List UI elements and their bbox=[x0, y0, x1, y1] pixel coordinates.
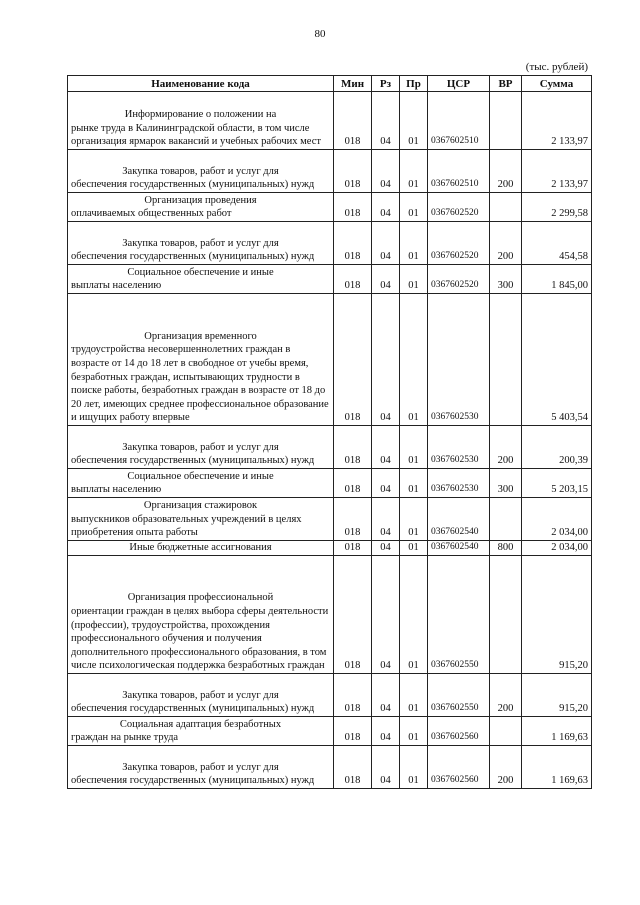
row-name: Закупка товаров, работ и услуг для обеспечения государственных (муниципальных) нужд bbox=[68, 222, 334, 265]
row-sum: 915,20 bbox=[522, 556, 592, 674]
row-csr: 0367602510 bbox=[428, 150, 490, 193]
row-rz: 04 bbox=[372, 717, 400, 746]
row-pr: 01 bbox=[400, 193, 428, 222]
row-vr: 200 bbox=[490, 150, 522, 193]
row-sum: 5 203,15 bbox=[522, 469, 592, 498]
row-name: Социальное обеспечение и иные выплаты населению bbox=[68, 265, 334, 294]
row-sum: 2 299,58 bbox=[522, 193, 592, 222]
row-rz: 04 bbox=[372, 746, 400, 789]
row-vr bbox=[490, 556, 522, 674]
row-pr: 01 bbox=[400, 150, 428, 193]
row-vr: 200 bbox=[490, 222, 522, 265]
row-csr: 0367602530 bbox=[428, 294, 490, 426]
row-rz: 04 bbox=[372, 426, 400, 469]
row-min: 018 bbox=[334, 556, 372, 674]
row-rz: 04 bbox=[372, 92, 400, 150]
row-csr: 0367602530 bbox=[428, 469, 490, 498]
row-pr: 01 bbox=[400, 426, 428, 469]
table-row bbox=[68, 193, 592, 222]
row-csr: 0367602560 bbox=[428, 746, 490, 789]
row-sum: 915,20 bbox=[522, 674, 592, 717]
table-row bbox=[68, 746, 592, 789]
row-pr: 01 bbox=[400, 469, 428, 498]
row-rz: 04 bbox=[372, 556, 400, 674]
row-name: Закупка товаров, работ и услуг для обеспечения государственных (муниципальных) нужд bbox=[68, 674, 334, 717]
row-min: 018 bbox=[334, 294, 372, 426]
header-vr: ВР bbox=[490, 76, 522, 92]
page-number: 80 bbox=[314, 28, 326, 40]
table-row bbox=[68, 556, 592, 674]
row-min: 018 bbox=[334, 469, 372, 498]
units-label: (тыс. рублей) bbox=[525, 61, 588, 73]
row-csr: 0367602540 bbox=[428, 541, 490, 556]
row-sum: 200,39 bbox=[522, 426, 592, 469]
row-vr bbox=[490, 717, 522, 746]
row-csr: 0367602520 bbox=[428, 265, 490, 294]
header-name: Наименование кода bbox=[68, 76, 334, 92]
row-name: Закупка товаров, работ и услуг для обеспечения государственных (муниципальных) нужд bbox=[68, 746, 334, 789]
row-vr: 800 bbox=[490, 541, 522, 556]
row-sum: 1 845,00 bbox=[522, 265, 592, 294]
row-csr: 0367602510 bbox=[428, 92, 490, 150]
row-csr: 0367602520 bbox=[428, 193, 490, 222]
row-sum: 1 169,63 bbox=[522, 746, 592, 789]
row-name: Организация временного трудоустройства несовершеннолетних граждан в возрасте от 14 до 18 лет в свободное от учебы время, безработных граждан, испытывающих трудности в поиске работы, безработных граждан в возрасте от 18 до 20 лет, имеющих среднее профессиональное образование и ищущих работу впервые bbox=[68, 294, 334, 426]
budget-table bbox=[67, 75, 592, 789]
table-row bbox=[68, 222, 592, 265]
header-csr: ЦСР bbox=[428, 76, 490, 92]
row-min: 018 bbox=[334, 498, 372, 541]
row-csr: 0367602520 bbox=[428, 222, 490, 265]
row-name: Организация проведения оплачиваемых общественных работ bbox=[68, 193, 334, 222]
row-name: Организация стажировок выпускников образовательных учреждений в целях приобретения опыта работы bbox=[68, 498, 334, 541]
row-name: Иные бюджетные ассигнования bbox=[68, 541, 334, 556]
row-rz: 04 bbox=[372, 222, 400, 265]
row-pr: 01 bbox=[400, 265, 428, 294]
row-vr: 200 bbox=[490, 674, 522, 717]
table-row bbox=[68, 498, 592, 541]
row-min: 018 bbox=[334, 541, 372, 556]
row-min: 018 bbox=[334, 746, 372, 789]
row-min: 018 bbox=[334, 426, 372, 469]
table-row bbox=[68, 426, 592, 469]
header-sum: Сумма bbox=[522, 76, 592, 92]
row-pr: 01 bbox=[400, 746, 428, 789]
row-sum: 5 403,54 bbox=[522, 294, 592, 426]
header-pr: Пр bbox=[400, 76, 428, 92]
row-csr: 0367602530 bbox=[428, 426, 490, 469]
row-pr: 01 bbox=[400, 222, 428, 265]
row-vr bbox=[490, 498, 522, 541]
row-name: Информирование о положении на рынке труда в Калининградской области, в том числе организация ярмарок вакансий и учебных рабочих мест bbox=[68, 92, 334, 150]
header-rz: Рз bbox=[372, 76, 400, 92]
row-pr: 01 bbox=[400, 498, 428, 541]
table-row bbox=[68, 674, 592, 717]
row-pr: 01 bbox=[400, 541, 428, 556]
row-sum: 454,58 bbox=[522, 222, 592, 265]
row-sum: 2 133,97 bbox=[522, 150, 592, 193]
row-csr: 0367602560 bbox=[428, 717, 490, 746]
row-name: Закупка товаров, работ и услуг для обеспечения государственных (муниципальных) нужд bbox=[68, 150, 334, 193]
row-csr: 0367602550 bbox=[428, 674, 490, 717]
table-row bbox=[68, 92, 592, 150]
row-rz: 04 bbox=[372, 193, 400, 222]
row-name: Закупка товаров, работ и услуг для обеспечения государственных (муниципальных) нужд bbox=[68, 426, 334, 469]
row-min: 018 bbox=[334, 193, 372, 222]
row-vr bbox=[490, 193, 522, 222]
row-sum: 1 169,63 bbox=[522, 717, 592, 746]
row-rz: 04 bbox=[372, 469, 400, 498]
row-pr: 01 bbox=[400, 717, 428, 746]
row-min: 018 bbox=[334, 265, 372, 294]
row-vr: 300 bbox=[490, 265, 522, 294]
row-min: 018 bbox=[334, 674, 372, 717]
row-vr bbox=[490, 92, 522, 150]
row-sum: 2 034,00 bbox=[522, 498, 592, 541]
row-sum: 2 133,97 bbox=[522, 92, 592, 150]
row-pr: 01 bbox=[400, 92, 428, 150]
row-pr: 01 bbox=[400, 294, 428, 426]
row-rz: 04 bbox=[372, 294, 400, 426]
row-vr: 300 bbox=[490, 469, 522, 498]
row-rz: 04 bbox=[372, 541, 400, 556]
row-vr: 200 bbox=[490, 746, 522, 789]
row-rz: 04 bbox=[372, 150, 400, 193]
row-rz: 04 bbox=[372, 265, 400, 294]
row-vr: 200 bbox=[490, 426, 522, 469]
row-vr bbox=[490, 294, 522, 426]
table-row bbox=[68, 717, 592, 746]
table-row bbox=[68, 469, 592, 498]
row-pr: 01 bbox=[400, 556, 428, 674]
row-pr: 01 bbox=[400, 674, 428, 717]
table-row bbox=[68, 541, 592, 556]
row-sum: 2 034,00 bbox=[522, 541, 592, 556]
table-row bbox=[68, 150, 592, 193]
row-name: Социальная адаптация безработных граждан на рынке труда bbox=[68, 717, 334, 746]
row-min: 018 bbox=[334, 92, 372, 150]
header-min: Мин bbox=[334, 76, 372, 92]
row-csr: 0367602540 bbox=[428, 498, 490, 541]
row-name: Организация профессиональной ориентации граждан в целях выбора сферы деятельности (профессии), трудоустройства, прохождения профессионального обучения и получения дополнительного профессионального образования, в том числе психологическая поддержка безработных граждан bbox=[68, 556, 334, 674]
row-name: Социальное обеспечение и иные выплаты населению bbox=[68, 469, 334, 498]
row-csr: 0367602550 bbox=[428, 556, 490, 674]
row-rz: 04 bbox=[372, 498, 400, 541]
table-row bbox=[68, 294, 592, 426]
row-rz: 04 bbox=[372, 674, 400, 717]
table-row bbox=[68, 265, 592, 294]
row-min: 018 bbox=[334, 150, 372, 193]
table-header-row bbox=[68, 76, 592, 92]
row-min: 018 bbox=[334, 717, 372, 746]
row-min: 018 bbox=[334, 222, 372, 265]
